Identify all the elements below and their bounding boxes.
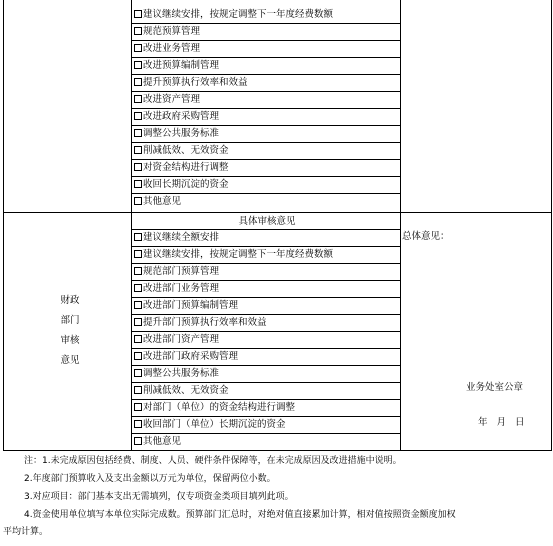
checkbox-label: 其他意见 <box>143 436 182 447</box>
checkbox-icon[interactable] <box>134 386 142 394</box>
checkbox-icon[interactable] <box>134 78 142 86</box>
checkbox-icon[interactable] <box>134 301 142 309</box>
checkbox-icon[interactable] <box>134 10 142 18</box>
checkbox-label: 改进政府采购管理 <box>143 111 220 122</box>
checkbox-icon[interactable] <box>134 61 142 69</box>
checkbox-label: 规范部门预算管理 <box>143 266 220 277</box>
section-head: 具体审核意见 <box>238 216 296 227</box>
border-section-split <box>3 212 552 213</box>
checkbox-icon[interactable] <box>134 146 142 154</box>
checkbox-icon[interactable] <box>134 95 142 103</box>
checkbox-item[interactable] <box>134 434 399 450</box>
checkbox-item[interactable] <box>134 194 399 210</box>
checkbox-icon[interactable] <box>134 44 142 52</box>
checkbox-label: 提升部门预算执行效率和效益 <box>143 317 267 328</box>
checkbox-label: 其他意见 <box>143 196 182 207</box>
checkbox-item[interactable] <box>134 143 399 159</box>
checkbox-item[interactable] <box>134 298 399 314</box>
dept-label-line-2: 部门 <box>60 315 80 326</box>
checkbox-item[interactable] <box>134 109 399 125</box>
checkbox-icon[interactable] <box>134 180 142 188</box>
checkbox-icon[interactable] <box>134 403 142 411</box>
border-label-col <box>131 0 132 451</box>
checkbox-icon[interactable] <box>134 129 142 137</box>
checkbox-icon[interactable] <box>134 420 142 428</box>
checkbox-label: 改进部门政府采购管理 <box>143 351 239 362</box>
checkbox-item[interactable] <box>134 7 399 23</box>
dept-label-line-4: 意见 <box>60 355 80 366</box>
checkbox-item[interactable] <box>134 247 399 263</box>
checkbox-label: 对部门（单位）的资金结构进行调整 <box>143 402 296 413</box>
checkbox-icon[interactable] <box>134 197 142 205</box>
checkbox-icon[interactable] <box>134 233 142 241</box>
checkbox-icon[interactable] <box>134 437 142 445</box>
border-bottom <box>3 450 552 451</box>
note-2: 2.年度部门预算收入及支出金额以万元为单位，保留两位小数。 <box>24 474 276 484</box>
checkbox-label: 改进部门业务管理 <box>143 283 220 294</box>
checkbox-label: 改进资产管理 <box>143 94 201 105</box>
checkbox-item[interactable] <box>134 264 399 280</box>
checkbox-icon[interactable] <box>134 267 142 275</box>
checkbox-item[interactable] <box>134 332 399 348</box>
checkbox-icon[interactable] <box>134 250 142 258</box>
checkbox-label: 削减低效、无效资金 <box>143 385 229 396</box>
checkbox-item[interactable] <box>134 75 399 91</box>
checkbox-icon[interactable] <box>134 112 142 120</box>
checkbox-item[interactable] <box>134 230 399 246</box>
checkbox-label: 收回部门（单位）长期沉淀的资金 <box>143 419 286 430</box>
checkbox-label: 建议继续全额安排 <box>143 232 220 243</box>
checkbox-item[interactable] <box>134 383 399 399</box>
note-4: 4.资金使用单位填写本单位实际完成数。预算部门汇总时，对绝对值直接累加计算，相对值按照资金额度加权 <box>24 510 456 520</box>
checkbox-label: 改进预算编制管理 <box>143 60 220 71</box>
checkbox-label: 建议继续安排，按规定调整下一年度经费数额 <box>143 249 334 260</box>
date-label: 年 月 日 <box>478 417 525 428</box>
checkbox-label: 改进部门预算编制管理 <box>143 300 239 311</box>
note-5: 平均计算。 <box>3 527 49 537</box>
checkbox-label: 建议继续安排，按规定调整下一年度经费数额 <box>143 9 334 20</box>
checkbox-label: 规范预算管理 <box>143 26 201 37</box>
checkbox-label: 调整公共服务标准 <box>143 368 220 379</box>
checkbox-label: 收回长期沉淀的资金 <box>143 179 229 190</box>
checkbox-icon[interactable] <box>134 369 142 377</box>
checkbox-item[interactable] <box>134 58 399 74</box>
checkbox-icon[interactable] <box>134 163 142 171</box>
checkbox-icon[interactable] <box>134 318 142 326</box>
border-right <box>551 0 552 451</box>
checkbox-icon[interactable] <box>134 284 142 292</box>
note-3: 3.对应项目：部门基本支出无需填列，仅专项资金类项目填列此项。 <box>24 492 294 502</box>
checkbox-label: 提升预算执行效率和效益 <box>143 77 248 88</box>
checkbox-item[interactable] <box>134 177 399 193</box>
checkbox-item[interactable] <box>134 24 399 40</box>
checkbox-icon[interactable] <box>134 352 142 360</box>
checkbox-label: 改进业务管理 <box>143 43 201 54</box>
checkbox-item[interactable] <box>134 92 399 108</box>
checkbox-item[interactable] <box>134 417 399 433</box>
note-1: 注：1.未完成原因包括经费、制度、人员、硬件条件保障等，在未完成原因及改进措施中说明。 <box>24 456 402 466</box>
overall-opinion-label: 总体意见： <box>402 231 450 242</box>
checkbox-item[interactable] <box>134 349 399 365</box>
border-left <box>3 0 4 451</box>
checkbox-label: 对资金结构进行调整 <box>143 162 229 173</box>
checkbox-label: 改进部门资产管理 <box>143 334 220 345</box>
seal-label: 业务处室公章 <box>466 382 524 393</box>
checkbox-item[interactable] <box>134 160 399 176</box>
checkbox-icon[interactable] <box>134 335 142 343</box>
checkbox-item[interactable] <box>134 400 399 416</box>
checkbox-item[interactable] <box>134 366 399 382</box>
checkbox-item[interactable] <box>134 281 399 297</box>
checkbox-label: 削减低效、无效资金 <box>143 145 229 156</box>
checkbox-item[interactable] <box>134 315 399 331</box>
dept-label-line-3: 审核 <box>60 335 80 346</box>
checkbox-icon[interactable] <box>134 27 142 35</box>
checkbox-label: 调整公共服务标准 <box>143 128 220 139</box>
checkbox-item[interactable] <box>134 126 399 142</box>
checkbox-item[interactable] <box>134 41 399 57</box>
dept-label-line-1: 财政 <box>60 295 80 306</box>
